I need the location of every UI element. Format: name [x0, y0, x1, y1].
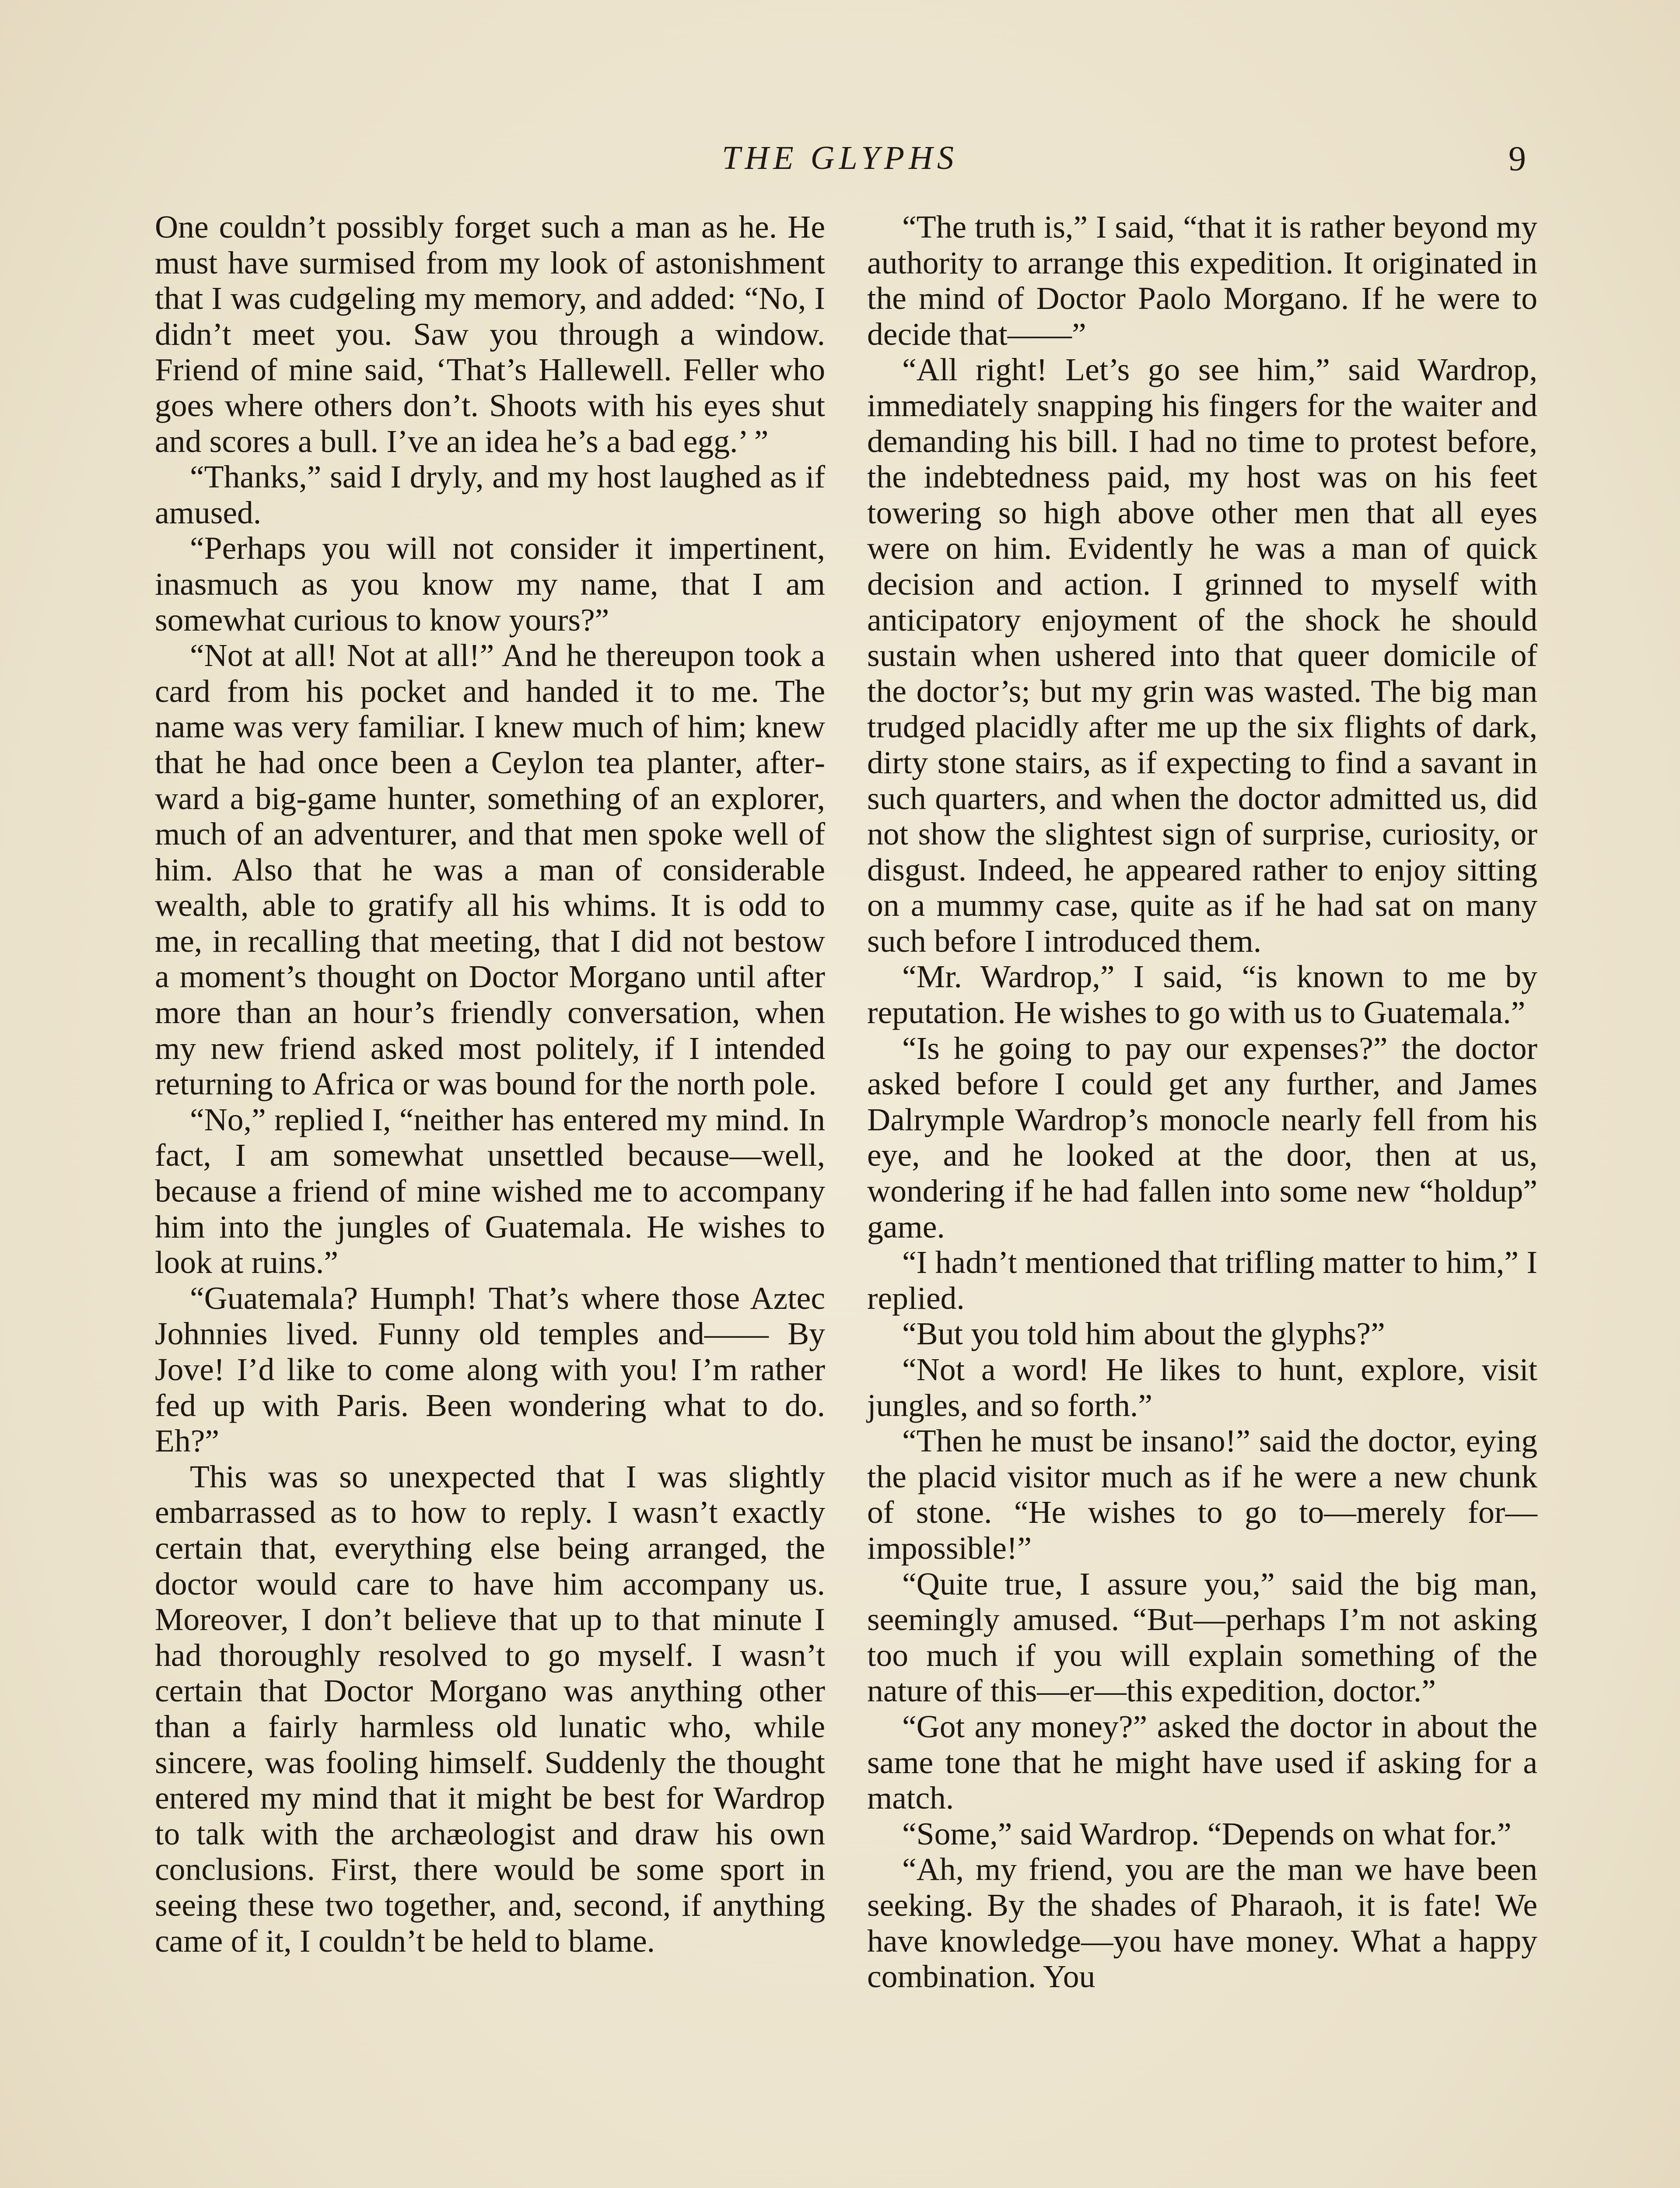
- paragraph: “The truth is,” I said, “that it is rather beyond my authority to arrange this expedition. It originated in the mind of Doctor Paolo Morgano. If he were to decide that——”: [867, 209, 1537, 352]
- paragraph: “Not at all! Not at all!” And he thereupon took a card from his pocket and handed it to me. The name was very familiar. I knew much of him; knew that he had once been a Ceylon tea planter, afterward a big-game hunter, something of an explorer, much of an adventurer, and that men spoke well of him. Also that he was a man of considerable wealth, able to gratify all his whims. It is odd to me, in recalling that meeting, that I did not bestow a moment’s thought on Doctor Morgano until after more than an hour’s friendly conversation, when my new friend asked most politely, if I intended returning to Africa or was bound for the north pole.: [155, 637, 825, 1102]
- right-column: [867, 209, 1537, 2188]
- paragraph: “All right! Let’s go see him,” said Wardrop, immediately snapping his fingers for the waiter and demanding his bill. I had no time to protest before, the indebtedness paid, my host was on his feet towering so high above other men that all eyes were on him. Evidently he was a man of quick decision and action. I grinned to myself with anticipatory enjoyment of the shock he should sustain when ushered into that queer domicile of the doctor’s; but my grin was wasted. The big man trudged placidly after me up the six flights of dark, dirty stone stairs, as if expecting to find a savant in such quarters, and when the doctor admitted us, did not show the slightest sign of surprise, curiosity, or disgust. Indeed, he appeared rather to enjoy sitting on a mummy case, quite as if he had sat on many such before I introduced them.: [867, 351, 1537, 959]
- paragraph: “No,” replied I, “neither has entered my mind. In fact, I am somewhat unsettled because—well, because a friend of mine wished me to accompany him into the jungles of Guatemala. He wishes to look at ruins.”: [155, 1101, 825, 1280]
- paragraph: “I hadn’t mentioned that trifling matter to him,” I replied.: [867, 1244, 1537, 1316]
- paragraph: “Thanks,” said I dryly, and my host laughed as if amused.: [155, 459, 825, 530]
- paragraph: “Not a word! He likes to hunt, explore, visit jungles, and so forth.”: [867, 1351, 1537, 1423]
- paragraph: “Got any money?” asked the doctor in about the same tone that he might have used if asking for a match.: [867, 1708, 1537, 1816]
- paragraph: One couldn’t possibly forget such a man as he. He must have surmised from my look of astonishment that I was cudgeling my memory, and added: “No, I didn’t meet you. Saw you through a window. Friend of mine said, ‘That’s Hallewell. Feller who goes where others don’t. Shoots with his eyes shut and scores a bull. I’ve an idea he’s a bad egg.’ ”: [155, 209, 825, 459]
- paragraph: “Quite true, I assure you,” said the big man, seemingly amused. “But—perhaps I’m not asking too much if you will explain something of the nature of this—er—this expedition, doctor.”: [867, 1565, 1537, 1709]
- paragraph: “Mr. Wardrop,” I said, “is known to me by reputation. He wishes to go with us to Guatemala.”: [867, 958, 1537, 1031]
- paragraph: “Guatemala? Humph! That’s where those Aztec Johnnies lived. Funny old temples and—— By Jove! I’d like to come along with you! I’m rather fed up with Paris. Been wondering what to do. Eh?”: [155, 1280, 825, 1459]
- paragraph: “Perhaps you will not consider it impertinent, inasmuch as you know my name, that I am somewhat curious to know yours?”: [155, 530, 825, 638]
- paragraph: This was so unexpected that I was slightly embarrassed as to how to reply. I wasn’t exactly certain that, everything else being arranged, the doctor would care to have him accompany us. Moreover, I don’t believe that up to that minute I had thoroughly resolved to go myself. I wasn’t certain that Doctor Morgano was anything other than a fairly harmless old lunatic who, while sincere, was fooling himself. Suddenly the thought entered my mind that it might be best for Wardrop to talk with the archæologist and draw his own conclusions. First, there would be some sport in seeing these two together, and, second, if anything came of it, I couldn’t be held to blame.: [155, 1458, 825, 1959]
- page-number: 9: [1508, 140, 1526, 178]
- paragraph: “Then he must be insano!” said the doctor, eying the placid visitor much as if he were a new chunk of stone. “He wishes to go to—merely for—impossible!”: [867, 1423, 1537, 1566]
- paragraph: “Ah, my friend, you are the man we have been seeking. By the shades of Pharaoh, it is fate! We have knowledge—you have money. What a happy combination. You: [867, 1851, 1537, 1995]
- left-column: [155, 209, 825, 2188]
- running-title: THE GLYPHS: [722, 140, 958, 176]
- paragraph: “But you told him about the glyphs?”: [902, 1315, 1385, 1352]
- paragraph: “Is he going to pay our expenses?” the doctor asked before I could get any further, and James Dalrymple Wardrop’s monocle nearly fell from his eye, and he looked at the door, then at us, wondering if he had fallen into some new “holdup” game.: [867, 1030, 1537, 1245]
- paragraph: “Some,” said Wardrop. “Depends on what for.”: [902, 1815, 1512, 1851]
